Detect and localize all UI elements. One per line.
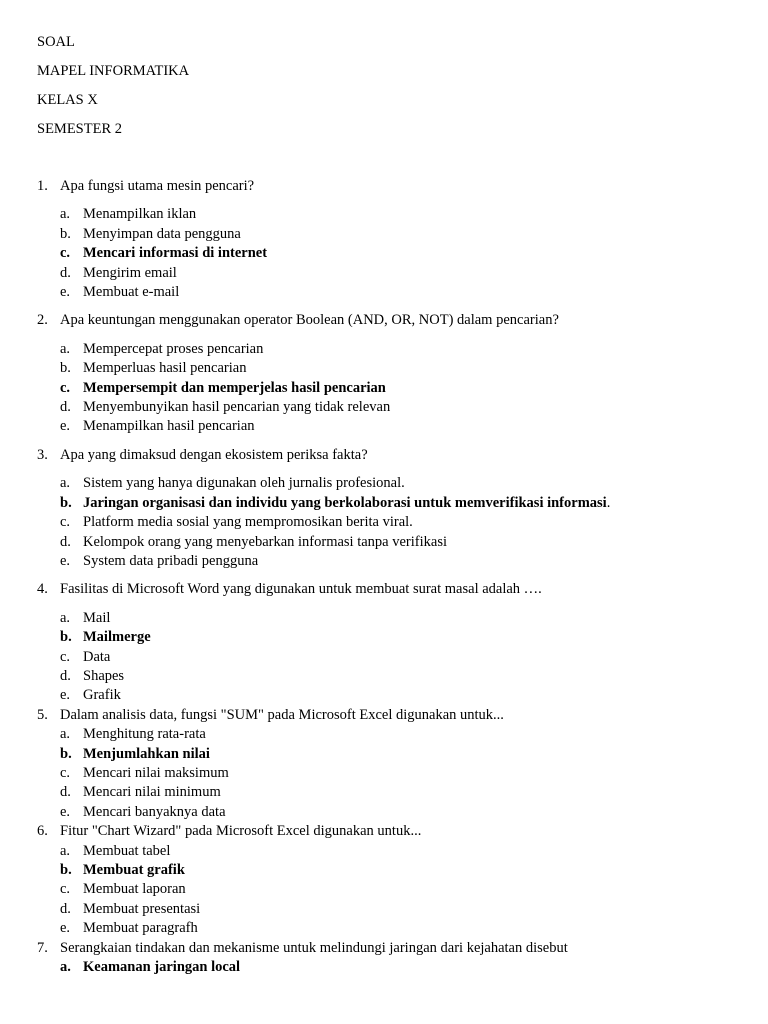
option-item — [37, 861, 748, 880]
option-text-wrap — [83, 417, 255, 436]
option-letter: e. — [60, 687, 71, 704]
option-letter: e. — [60, 284, 71, 301]
option-text-wrap — [83, 686, 121, 705]
question-number: 6. — [37, 823, 48, 840]
option-item — [37, 225, 748, 244]
option-text: Mailmerge — [83, 629, 151, 646]
doc-title: SOAL — [37, 34, 75, 50]
option-text-wrap — [83, 667, 124, 686]
option-text-tail: . — [606, 494, 611, 511]
option-text-wrap — [83, 533, 447, 552]
options-list — [37, 958, 748, 977]
option-item — [37, 667, 748, 686]
option-text: Memperluas hasil pencarian — [83, 360, 247, 377]
option-letter: a. — [60, 842, 71, 859]
option-item — [37, 609, 748, 628]
option-text: Menjumlahkan nilai — [83, 745, 210, 762]
option-text: Mencari nilai minimum — [83, 784, 221, 801]
option-letter: a. — [60, 340, 71, 357]
question-5 — [37, 706, 748, 725]
option-letter: c. — [60, 648, 71, 665]
option-text: Mencari banyaknya data — [83, 803, 226, 820]
option-letter: c. — [60, 379, 71, 396]
option-item — [37, 842, 748, 861]
option-letter: d. — [60, 900, 71, 917]
option-item — [37, 764, 748, 783]
option-text: Mengirim email — [83, 264, 177, 281]
option-letter: d. — [60, 784, 71, 801]
option-text-wrap — [83, 264, 177, 283]
option-letter: b. — [60, 629, 72, 646]
option-item — [37, 205, 748, 224]
option-letter: e. — [60, 418, 71, 435]
option-text-wrap — [83, 398, 390, 417]
option-text: Sistem yang hanya digunakan oleh jurnalis profesional. — [83, 475, 405, 492]
option-text-wrap — [83, 783, 221, 802]
option-item — [37, 686, 748, 705]
option-letter: a. — [60, 609, 71, 626]
question-text: Serangkaian tindakan dan mekanisme untuk melindungi jaringan dari kejahatan disebut — [60, 939, 568, 956]
question-text: Apa fungsi utama mesin pencari? — [60, 178, 255, 194]
question-text: Fitur "Chart Wizard" pada Microsoft Excel digunakan untuk... — [60, 823, 422, 840]
option-text-wrap — [83, 919, 198, 938]
option-text-wrap — [83, 552, 258, 571]
option-letter: a. — [60, 959, 71, 976]
option-text-wrap — [83, 379, 386, 398]
option-text-wrap — [83, 474, 405, 493]
option-item — [37, 958, 748, 977]
option-text: Mencari nilai maksimum — [83, 764, 229, 781]
question-2 — [37, 311, 748, 330]
option-text-wrap — [83, 880, 186, 899]
options-list — [37, 609, 748, 706]
option-text: Membuat e-mail — [83, 284, 180, 301]
question-text: Dalam analisis data, fungsi "SUM" pada Microsoft Excel digunakan untuk... — [60, 706, 504, 723]
option-letter: a. — [60, 206, 71, 223]
subject-line: MAPEL INFORMATIKA — [37, 63, 190, 79]
option-item — [37, 552, 748, 571]
option-text: Keamanan jaringan local — [83, 959, 241, 976]
question-number: 1. — [37, 178, 48, 194]
option-letter: d. — [60, 533, 71, 550]
option-text: Membuat laporan — [83, 881, 186, 898]
question-number: 7. — [37, 939, 48, 956]
option-text-wrap — [83, 900, 200, 919]
option-text: Menyembunyikan hasil pencarian yang tidak relevan — [83, 399, 391, 416]
question-number: 2. — [37, 312, 48, 329]
option-letter: d. — [60, 264, 71, 281]
option-text: Menghitung rata-rata — [83, 726, 206, 743]
option-letter: c. — [60, 514, 71, 531]
option-item — [37, 417, 748, 436]
option-item — [37, 340, 748, 359]
option-text-wrap — [83, 244, 267, 263]
option-text: Grafik — [83, 687, 121, 704]
question-number: 3. — [37, 446, 48, 463]
option-text: Membuat presentasi — [83, 900, 201, 917]
option-item — [37, 919, 748, 938]
option-letter: b. — [60, 225, 71, 242]
option-text: Jaringan organisasi dan individu yang berkolaborasi untuk memverifikasi informasi — [83, 494, 607, 511]
option-item — [37, 783, 748, 802]
option-letter: b. — [60, 745, 72, 762]
option-item — [37, 513, 748, 532]
option-text-wrap — [83, 958, 240, 977]
options-list — [37, 725, 748, 822]
option-text: Menyimpan data pengguna — [83, 225, 241, 242]
option-text-wrap — [83, 494, 610, 513]
option-text: Platform media sosial yang mempromosikan berita viral. — [83, 514, 413, 531]
option-letter: d. — [60, 399, 71, 416]
options-list — [37, 474, 748, 571]
question-number: 4. — [37, 581, 48, 598]
option-text-wrap — [83, 609, 110, 628]
question-7 — [37, 939, 748, 958]
option-item — [37, 244, 748, 263]
option-text-wrap — [83, 628, 151, 647]
option-text: Mencari informasi di internet — [83, 245, 268, 262]
question-6 — [37, 822, 748, 841]
option-item — [37, 398, 748, 417]
option-item — [37, 533, 748, 552]
question-3 — [37, 446, 748, 465]
option-text-wrap — [83, 861, 185, 880]
option-text: Data — [83, 648, 111, 665]
question-text: Apa yang dimaksud dengan ekosistem periksa fakta? — [60, 446, 368, 463]
option-item — [37, 494, 748, 513]
option-text-wrap — [83, 648, 110, 667]
option-text: Membuat paragrafh — [83, 920, 198, 937]
option-letter: c. — [60, 764, 71, 781]
option-text-wrap — [83, 513, 413, 532]
option-text-wrap — [83, 745, 210, 764]
option-letter: d. — [60, 667, 71, 684]
option-text: Kelompok orang yang menyebarkan informasi tanpa verifikasi — [83, 533, 447, 550]
option-letter: b. — [60, 862, 72, 878]
option-text: Mempercepat proses pencarian — [83, 340, 264, 357]
option-text-wrap — [83, 764, 229, 783]
options-list — [37, 340, 748, 437]
option-text-wrap — [83, 283, 179, 302]
option-item — [37, 264, 748, 283]
option-text: Menampilkan iklan — [83, 206, 197, 223]
class-line: KELAS X — [37, 92, 98, 108]
option-text: Shapes — [83, 667, 125, 684]
option-item — [37, 283, 748, 302]
option-letter: e. — [60, 552, 71, 569]
option-text: System data pribadi pengguna — [83, 552, 259, 569]
option-text: Membuat tabel — [83, 842, 171, 859]
option-letter: c. — [60, 881, 71, 898]
option-item — [37, 359, 748, 378]
option-letter: a. — [60, 726, 71, 743]
question-4 — [37, 580, 748, 599]
question-text: Fasilitas di Microsoft Word yang digunakan untuk membuat surat masal adalah …. — [60, 581, 542, 598]
option-text-wrap — [83, 225, 241, 244]
option-text-wrap — [83, 842, 170, 861]
option-letter: b. — [60, 494, 72, 511]
option-text: Mempersempit dan memperjelas hasil pencarian — [83, 379, 386, 396]
question-list — [37, 177, 748, 977]
option-item — [37, 725, 748, 744]
option-text-wrap — [83, 340, 263, 359]
question-number: 5. — [37, 706, 48, 723]
option-letter: c. — [60, 245, 71, 262]
option-item — [37, 628, 748, 647]
option-letter: a. — [60, 475, 71, 492]
options-list — [37, 842, 748, 939]
option-item — [37, 648, 748, 667]
option-item — [37, 880, 748, 899]
option-item — [37, 745, 748, 764]
option-text: Menampilkan hasil pencarian — [83, 418, 255, 435]
option-letter: b. — [60, 360, 71, 377]
option-letter: e. — [60, 920, 71, 937]
option-item — [37, 474, 748, 493]
option-letter: e. — [60, 803, 71, 820]
option-text-wrap — [83, 803, 226, 822]
option-item — [37, 900, 748, 919]
option-text: Membuat grafik — [83, 862, 185, 878]
question-text: Apa keuntungan menggunakan operator Boolean (AND, OR, NOT) dalam pencarian? — [60, 312, 559, 329]
option-item — [37, 803, 748, 822]
options-list — [37, 205, 748, 302]
option-text-wrap — [83, 725, 206, 744]
semester-line: SEMESTER 2 — [37, 121, 122, 137]
option-text-wrap — [83, 205, 196, 224]
option-text: Mail — [83, 609, 111, 626]
option-item — [37, 379, 748, 398]
option-text-wrap — [83, 359, 246, 378]
question-1 — [37, 177, 748, 196]
